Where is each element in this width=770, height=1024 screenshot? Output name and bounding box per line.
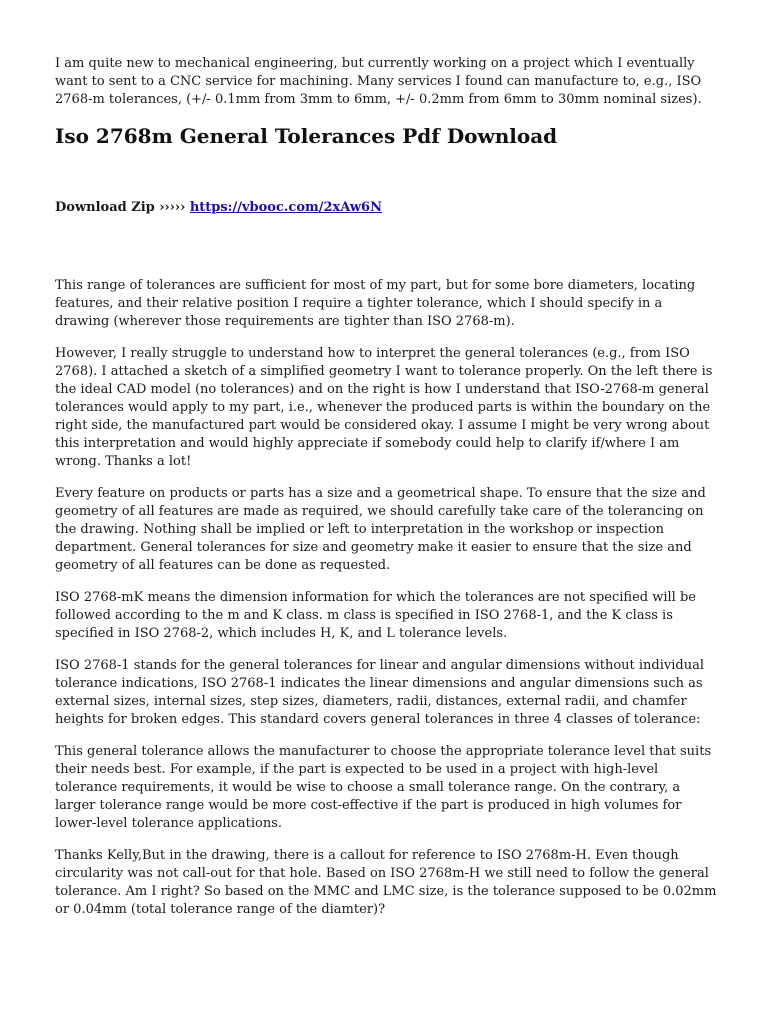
body-paragraph-6: This general tolerance allows the manufacturer to choose the appropriate tolerance level that suits their needs best. For example, if the part is expected to be used in a project with high-level tolerance requirements, it would be wise to choose a small tolerance range. On the contrary, a larger tolerance range would be more cost-effective if the part is produced in high volumes for lower-level tolerance applications. xyxy=(55,744,712,831)
body-paragraph-5: ISO 2768-1 stands for the general tolerances for linear and angular dimensions without individual tolerance indications, ISO 2768-1 indicates the linear dimensions and angular dimensions such as external sizes, internal sizes, step sizes, diameters, radii, distances, external radii, and chamfer heights for broken edges. This standard covers general tolerances in three 4 classes of tolerance: xyxy=(55,658,704,727)
intro-paragraph: I am quite new to mechanical engineering, but currently working on a project which I eventually want to sent to a CNC service for machining. Many services I found can manufacture to, e.g., ISO 2768-m tolerances, (+/- 0.1mm from 3mm to 6mm, +/- 0.2mm from 6mm to 30mm nominal sizes). xyxy=(55,56,702,107)
document-page xyxy=(55,55,720,933)
download-label: Download Zip ››››› xyxy=(55,200,186,215)
download-line xyxy=(55,199,720,217)
page-title: Iso 2768m General Tolerances Pdf Download xyxy=(55,124,558,148)
download-link[interactable]: https://vbooc.com/2xAw6N xyxy=(189,200,382,215)
body-paragraph-3: Every feature on products or parts has a size and a geometrical shape. To ensure that the size and geometry of all features are made as required, we should carefully take care of the tolerancing on the drawing. Nothing shall be implied or left to interpretation in the workshop or inspection department. General tolerances for size and geometry make it easier to ensure that the size and geometry of all features can be done as requested. xyxy=(55,486,706,573)
body-paragraph-2: However, I really struggle to understand how to interpret the general tolerances (e.g., from ISO 2768). I attached a sketch of a simplified geometry I want to tolerance properly. On the left there is the ideal CAD model (no tolerances) and on the right is how I understand that ISO-2768-m general tolerances would apply to my part, i.e., whenever the produced parts is within the boundary on the right side, the manufactured part would be considered okay. I assume I might be very wrong about this interpretation and would highly appreciate if somebody could help to clarify if/where I am wrong. Thanks a lot! xyxy=(55,346,713,469)
body-paragraph-7: Thanks Kelly,But in the drawing, there is a callout for reference to ISO 2768m-H. Even though circularity was not call-out for that hole. Based on ISO 2768m-H we still need to follow the general tolerance. Am I right? So based on the MMC and LMC size, is the tolerance supposed to be 0.02mm or 0.04mm (total tolerance range of the diamter)? xyxy=(55,848,717,917)
body-paragraph-4: ISO 2768-mK means the dimension information for which the tolerances are not specified will be followed according to the m and K class. m class is specified in ISO 2768-1, and the K class is specified in ISO 2768-2, which includes H, K, and L tolerance levels. xyxy=(55,590,696,641)
body-paragraph-1: This range of tolerances are sufficient for most of my part, but for some bore diameters, locating features, and their relative position I require a tighter tolerance, which I should specify in a drawing (wherever those requirements are tighter than ISO 2768-m). xyxy=(55,278,696,329)
